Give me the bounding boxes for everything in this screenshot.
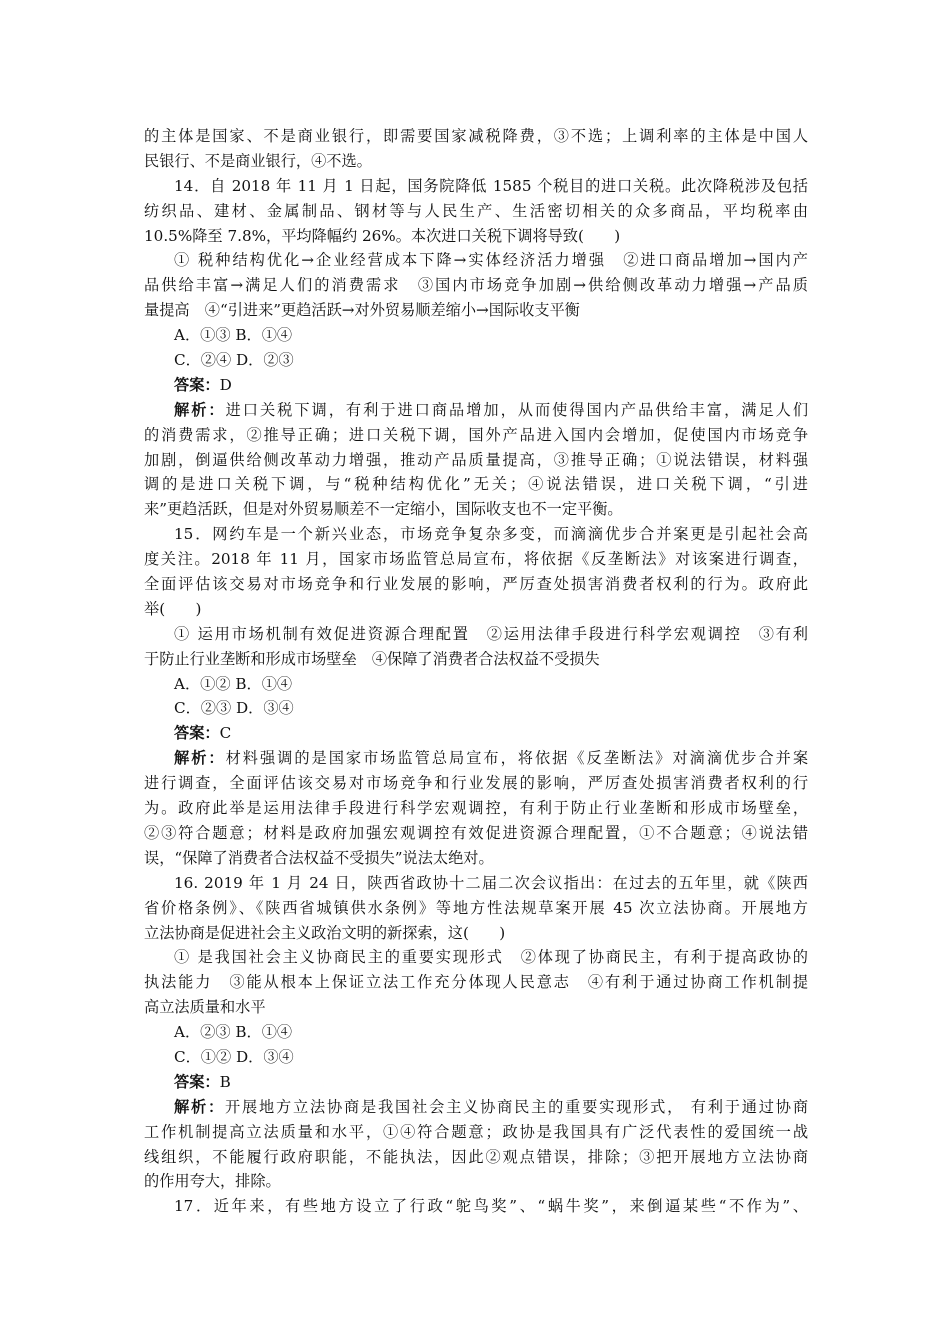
text-line — [144, 323, 808, 348]
text-line — [144, 846, 808, 871]
line-text: A．①③ B．①④ — [174, 326, 293, 345]
text-line — [144, 373, 808, 398]
line-text: 省价格条例》、《陕西省城镇供水条例》等地方性法规草案开展 45 次立法协商。开展地方 — [144, 898, 808, 917]
line-text: 于防止行业垄断和形成市场壁垒 ④保障了消费者合法权益不受损失 — [144, 649, 600, 668]
text-line — [144, 1020, 808, 1045]
text-line — [144, 199, 808, 224]
text-line — [144, 248, 808, 273]
line-text: 高立法质量和水平 — [144, 998, 266, 1017]
line-text: 线组织，不能履行政府职能，不能执法，因此②观点错误，排除；③把开展地方立法协商 — [144, 1147, 808, 1166]
line-text: 为。政府此举是运用法律手段进行科学宏观调控，有利于防止行业垄断和形成市场壁垒， — [144, 799, 808, 818]
text-line — [144, 970, 808, 995]
line-text: 执法能力 ③能从根本上保证立法工作充分体现人民意志 ④有利于通过协商工作机制提 — [144, 973, 808, 992]
line-text: C — [219, 724, 232, 743]
line-text: 量提高 ④“引进来”更趋活跃→对外贸易顺差缩小→国际收支平衡 — [144, 301, 580, 320]
text-line — [144, 945, 808, 970]
text-line — [144, 696, 808, 721]
text-line — [144, 1045, 808, 1070]
line-text: 14．自 2018 年 11 月 1 日起，国务院降低 1585 个税目的进口关税。此次降税涉及包括 — [174, 176, 808, 195]
line-text: 10.5%降至 7.8%，平均降幅约 26%。本次进口关税下调将导致( ) — [144, 226, 621, 245]
line-text: C．②③ D．③④ — [174, 699, 294, 718]
text-line — [144, 746, 808, 771]
analysis-label: 解析： — [174, 749, 226, 768]
line-text: 进口关税下调，有利于进口商品增加，从而使得国内产品供给丰富，满足人们 — [225, 400, 809, 419]
text-line — [144, 149, 808, 174]
line-text: 进行调查，全面评估该交易对市场竞争和行业发展的影响，严厉查处损害消费者权利的行 — [144, 774, 808, 793]
line-text: 误，“保障了消费者合法权益不受损失”说法太绝对。 — [144, 848, 494, 867]
text-line — [144, 796, 808, 821]
text-line — [144, 423, 808, 448]
text-line — [144, 1194, 808, 1219]
line-text: 工作机制提高立法质量和水平，①④符合题意；政协是我国具有广泛代表性的爱国统一战 — [144, 1122, 808, 1141]
line-text: ① 税种结构优化→企业经营成本下降→实体经济活力增强 ②进口商品增加→国内产 — [174, 251, 808, 270]
text-line — [144, 995, 808, 1020]
text-line — [144, 1169, 808, 1194]
line-text: 材料强调的是国家市场监管总局宣布，将依据《反垄断法》对滴滴优步合并案 — [225, 749, 809, 768]
line-text: 来”更趋活跃，但是对外贸易顺差不一定缩小，国际收支也不一定平衡。 — [144, 500, 623, 519]
line-text: D — [219, 375, 232, 394]
answer-label: 答案： — [174, 1072, 220, 1091]
line-text: A．①② B．①④ — [174, 674, 293, 693]
line-text: ① 是我国社会主义协商民主的重要实现形式 ②体现了协商民主，有利于提高政协的 — [174, 948, 808, 967]
line-text: ②③符合题意；材料是政府加强宏观调控有效促进资源合理配置，①不合题意；④说法错 — [144, 823, 808, 842]
text-line — [144, 1145, 808, 1170]
text-line — [144, 871, 808, 896]
text-line — [144, 224, 808, 249]
text-line — [144, 497, 808, 522]
line-text: 全面评估该交易对市场竞争和行业发展的影响，严厉查处损害消费者权利的行为。政府此 — [144, 575, 808, 594]
line-text: 17．近年来，有些地方设立了行政“鸵鸟奖”、“蜗牛奖”，来倒逼某些“不作为”、 — [174, 1197, 808, 1216]
line-text: C．①② D．③④ — [174, 1047, 294, 1066]
text-line — [144, 472, 808, 497]
line-text: 品供给丰富→满足人们的消费需求 ③国内市场竞争加剧→供给侧改革动力增强→产品质 — [144, 276, 808, 295]
text-line — [144, 448, 808, 473]
line-text: 的主体是国家、不是商业银行，即需要国家减税降费，③不选；上调利率的主体是中国人 — [144, 127, 808, 145]
line-text: 立法协商是促进社会主义政治文明的新探索，这( ) — [144, 923, 506, 942]
text-line — [144, 721, 808, 746]
line-text: 度关注。2018 年 11 月，国家市场监管总局宣布，将依据《反垄断法》对该案进行调查， — [144, 550, 808, 569]
text-line — [144, 1095, 808, 1120]
line-text: 民银行、不是商业银行，④不选。 — [144, 151, 372, 170]
line-text: 调的是进口关税下调，与“税种结构优化”无关；④说法错误，进口关税下调，“引进 — [144, 475, 808, 494]
text-line — [144, 273, 808, 298]
answer-label: 答案： — [174, 724, 220, 743]
text-line — [144, 622, 808, 647]
text-line — [144, 1120, 808, 1145]
text-line — [144, 821, 808, 846]
text-line — [144, 896, 808, 921]
text-line — [144, 398, 808, 423]
text-line — [144, 572, 808, 597]
line-text: 纺织品、建材、金属制品、钢材等与人民生产、生活密切相关的众多商品，平均税率由 — [144, 201, 808, 220]
text-line — [144, 124, 808, 149]
line-text: 加剧，倒逼供给侧改革动力增强，推动产品质量提高，③推导正确；①说法错误，材料强 — [144, 450, 808, 469]
text-line — [144, 174, 808, 199]
text-line — [144, 298, 808, 323]
text-line — [144, 921, 808, 946]
text-line — [144, 522, 808, 547]
line-text: 举( ) — [144, 599, 202, 618]
line-text: ① 运用市场机制有效促进资源合理配置 ②运用法律手段进行科学宏观调控 ③有利 — [174, 624, 808, 643]
line-text: 16. 2019 年 1 月 24 日，陕西省政协十二届二次会议指出：在过去的五年里，就《陕西 — [174, 873, 808, 892]
line-text: 的消费需求，②推导正确；进口关税下调，国外产品进入国内会增加，促使国内市场竞争 — [144, 425, 808, 444]
text-line — [144, 647, 808, 672]
line-text: C．②④ D．②③ — [174, 351, 294, 370]
line-text: B — [219, 1072, 231, 1091]
text-line — [144, 1070, 808, 1095]
text-line — [144, 348, 808, 373]
analysis-label: 解析： — [174, 400, 226, 419]
text-line — [144, 771, 808, 796]
line-text: 15．网约车是一个新兴业态，市场竞争复杂多变，而滴滴优步合并案更是引起社会高 — [174, 525, 808, 544]
text-line — [144, 672, 808, 697]
analysis-label: 解析： — [174, 1097, 226, 1116]
text-line — [144, 597, 808, 622]
text-line — [144, 547, 808, 572]
line-text: A．②③ B．①④ — [174, 1023, 293, 1042]
answer-label: 答案： — [174, 375, 220, 394]
line-text: 的作用夸大，排除。 — [144, 1172, 281, 1191]
document-body — [144, 124, 808, 1219]
line-text: 开展地方立法协商是我国社会主义协商民主的重要实现形式， 有利于通过协商 — [225, 1097, 809, 1116]
